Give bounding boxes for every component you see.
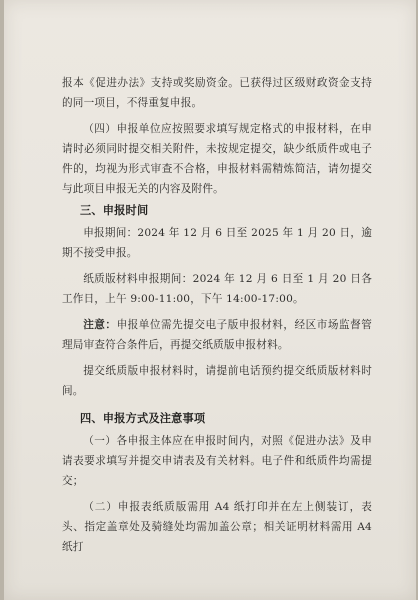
document-page <box>4 0 416 600</box>
paragraph-item-1: （一）各申报主体应在申报时间内，对照《促进办法》及申请表要求填写并提交申请表及有关材料。电子件和纸质件均需提交； <box>62 435 372 487</box>
paragraph-item-2: （二）申报表纸质版需用 A4 纸打印并在左上侧装订，表头、指定盖章处及骑缝处均需加盖公章；相关证明材料需用 A4 纸打 <box>62 501 372 553</box>
section-heading-4: 四、申报方式及注意事项 <box>80 412 206 425</box>
note-text: 申报单位需先提交电子版申报材料，经区市场监督管理局审查符合条件后，再提交纸质版申报材料。 <box>62 319 372 351</box>
paragraph-note <box>62 315 372 355</box>
paragraph-paper-period: 纸质版材料申报期间：2024 年 12 月 6 日至 1 月 20 日各工作日，上午 9:00-11:00，下午 14:00-17:00。 <box>62 273 372 305</box>
note-label: 注意： <box>83 319 117 331</box>
paragraph-item-4: （四）申报单位应按照要求填写规定格式的申报材料，在申请时必须同时提交相关附件，未按规定提交，缺少纸质件或电子件的，均视为形式审查不合格，申报材料需精炼简洁，请勿提交与此项目申报无关的内容及附件。 <box>62 123 372 195</box>
section-heading-3: 三、申报时间 <box>80 204 149 217</box>
paragraph-appointment: 提交纸质版申报材料时，请提前电话预约提交纸质版材料时间。 <box>62 365 372 397</box>
document-body <box>62 73 372 557</box>
paragraph-continuation: 报本《促进办法》支持或奖励资金。已获得过区级财政资金支持的同一项目，不得重复申报。 <box>62 77 372 109</box>
paragraph-application-period: 申报期间：2024 年 12 月 6 日至 2025 年 1 月 20 日，逾期不接受申报。 <box>62 227 372 259</box>
